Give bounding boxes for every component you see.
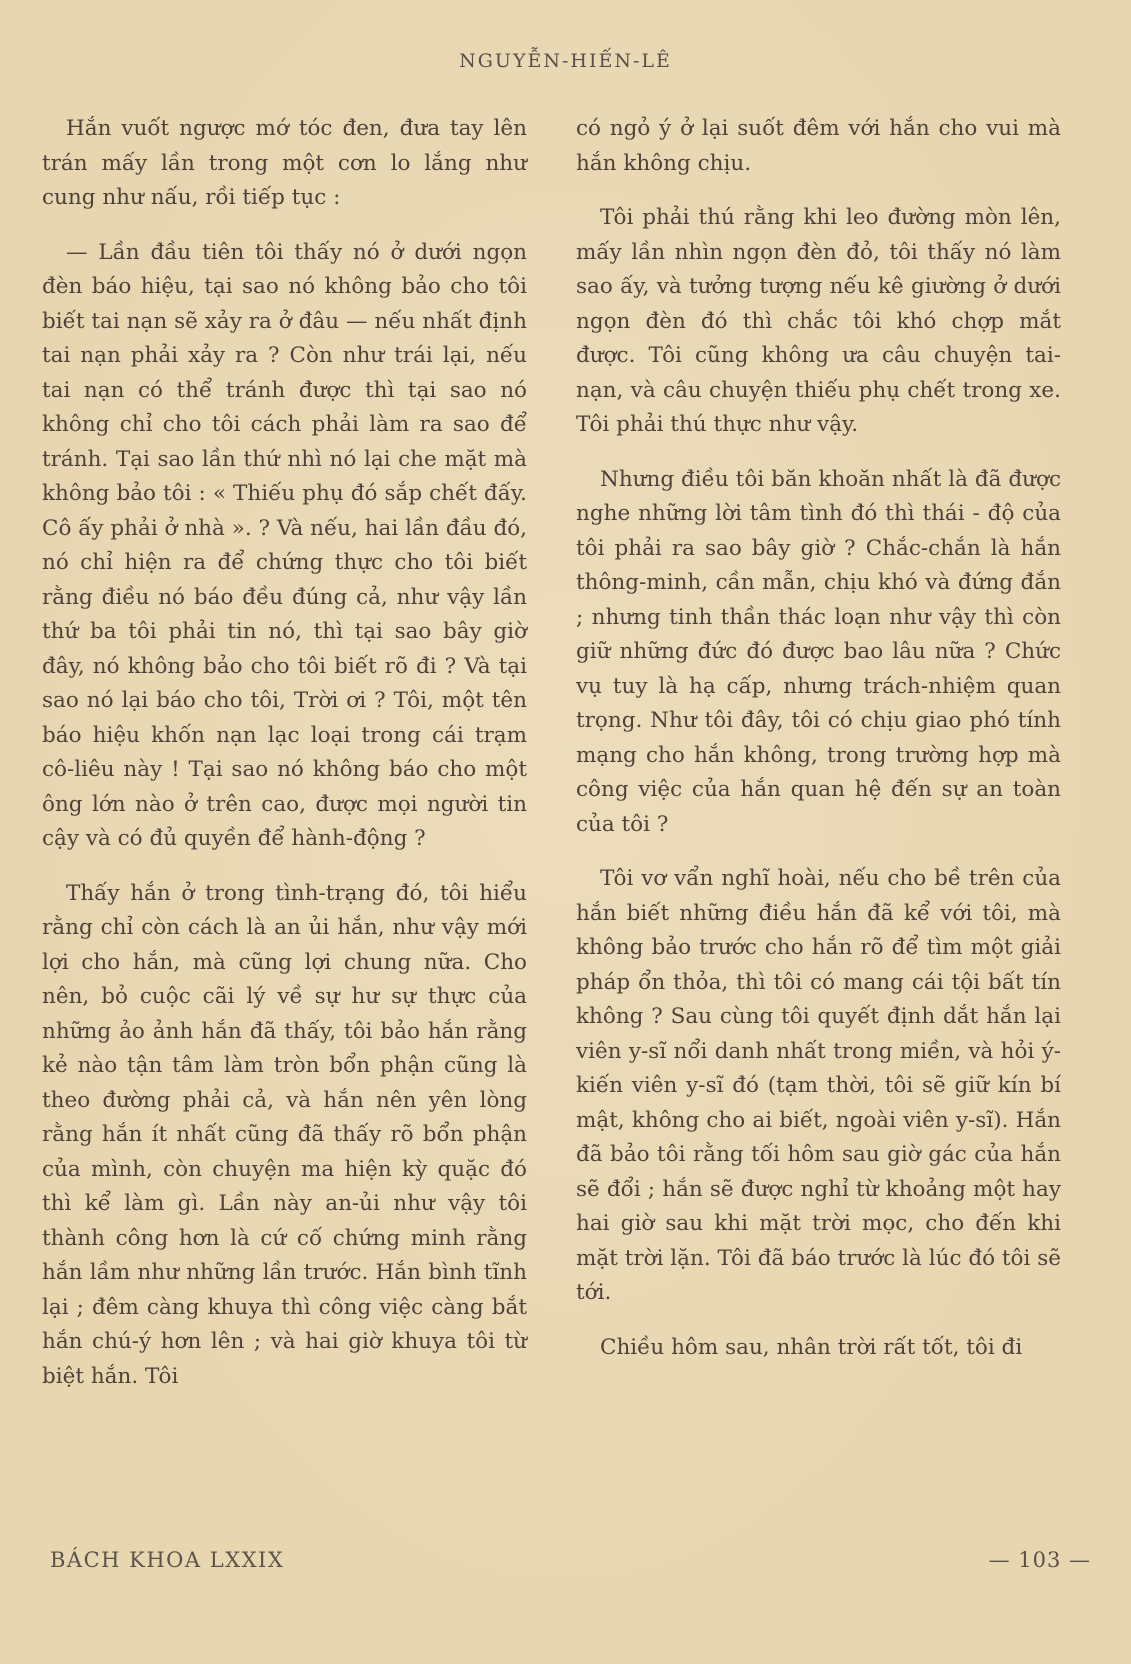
right-column <box>576 112 1061 1385</box>
paragraph: Nhưng điều tôi băn khoăn nhất là đã được nghe những lời tâm tình đó thì thái - độ của tôi phải ra sao bây giờ ? Chắc-chắn là hắn thông-minh, cần mẫn, chịu khó và đứng đắn ; nhưng tinh thần thác loạn như vậy thì còn giữ những đức đó được bao lâu nữa ? Chức vụ tuy là hạ cấp, nhưng trách-nhiệm quan trọng. Như tôi đây, tôi có chịu giao phó tính mạng cho hắn không, trong trường hợp mà công việc của hắn quan hệ đến sự an toàn của tôi ? <box>576 466 1061 837</box>
page-footer <box>0 1548 1131 1582</box>
paragraph: Hắn vuốt ngược mớ tóc đen, đưa tay lên trán mấy lần trong một cơn lo lắng như cung như nấu, rồi tiếp tục : <box>42 116 527 210</box>
paragraph: — Lần đầu tiên tôi thấy nó ở dưới ngọn đèn báo hiệu, tại sao nó không bảo cho tôi biết tai nạn sẽ xảy ra ở đâu — nếu nhất định tai nạn phải xảy ra ? Còn như trái lại, nếu tai nạn có thể tránh được thì tại sao nó không chỉ cho tôi cách phải làm ra sao để tránh. Tại sao lần thứ nhì nó lại che mặt mà không bảo tôi : « Thiếu phụ đó sắp chết đấy. Cô ấy phải ở nhà ». ? Và nếu, hai lần đầu đó, nó chỉ hiện ra để chứng thực cho tôi biết rằng điều nó báo đều đúng cả, như vậy lần thứ ba tôi phải tin nó, thì tại sao bây giờ đây, nó không bảo cho tôi biết rõ đi ? Và tại sao nó lại báo cho tôi, Trời ơi ? Tôi, một tên báo hiệu khốn nạn lạc loại trong cái trạm cô-liêu này ! Tại sao nó không báo cho một ông lớn nào ở trên cao, được mọi người tin cậy và có đủ quyền để hành-động ? <box>42 239 527 851</box>
paragraph: Tôi phải thú rằng khi leo đường mòn lên, mấy lần nhìn ngọn đèn đỏ, tôi thấy nó làm sao ấy, và tưởng tượng nếu kê giường ở dưới ngọn đèn đó thì chắc tôi khó chợp mắt được. Tôi cũng không ưa câu chuyện tai-nạn, và câu chuyện thiếu phụ chết trong xe. Tôi phải thú thực như vậy. <box>576 205 1061 437</box>
paragraph: Thấy hắn ở trong tình-trạng đó, tôi hiểu rằng chỉ còn cách là an ủi hắn, như vậy mới lợi cho hắn, mà cũng lợi chung nữa. Cho nên, bỏ cuộc cãi lý về sự hư sự thực của những ảo ảnh hắn đã thấy, tôi bảo hắn rằng kẻ nào tận tâm làm tròn bổn phận cũng là theo đường phải cả, và hắn nên yên lòng rằng hắn ít nhất cũng đã thấy rõ bổn phận của mình, còn chuyện ma hiện kỳ quặc đó thì kể làm gì. Lần này an-ủi như vậy tôi thành công hơn là cứ cố chứng minh rằng hắn lầm như những lần trước. Hắn bình tĩnh lại ; đêm càng khuya thì công việc càng bắt hắn chú-ý hơn lên ; và hai giờ khuya tôi từ biệt hắn. Tôi <box>42 880 527 1389</box>
paragraph: Tôi vơ vẩn nghĩ hoài, nếu cho bề trên của hắn biết những điều hắn đã kể với tôi, mà không bảo trước cho hắn rõ để tìm một giải pháp ổn thỏa, thì tôi có mang cái tội bất tín không ? Sau cùng tôi quyết định dắt hắn lại viên y-sĩ nổi danh nhất trong miền, và hỏi ý-kiến viên y-sĩ đó (tạm thời, tôi sẽ giữ kín bí mật, không cho ai biết, ngoài viên y-sĩ). Hắn đã bảo tôi rằng tối hôm sau giờ gác của hắn sẽ đổi ; hắn sẽ được nghỉ từ khoảng một hay hai giờ sau khi mặt trời mọc, cho đến khi mặt trời lặn. Tôi đã báo trước là lúc đó tôi sẽ tới. <box>576 866 1061 1305</box>
paragraph: có ngỏ ý ở lại suốt đêm với hắn cho vui mà hắn không chịu. <box>576 116 1061 176</box>
running-header: NGUYỄN-HIẾN-LÊ <box>459 50 672 72</box>
left-column <box>42 112 527 1414</box>
page-number: — 103 — <box>988 1548 1091 1572</box>
paragraph: Chiều hôm sau, nhân trời rất tốt, tôi đi <box>600 1334 1023 1360</box>
journal-title: BÁCH KHOA LXXIX <box>50 1548 285 1572</box>
